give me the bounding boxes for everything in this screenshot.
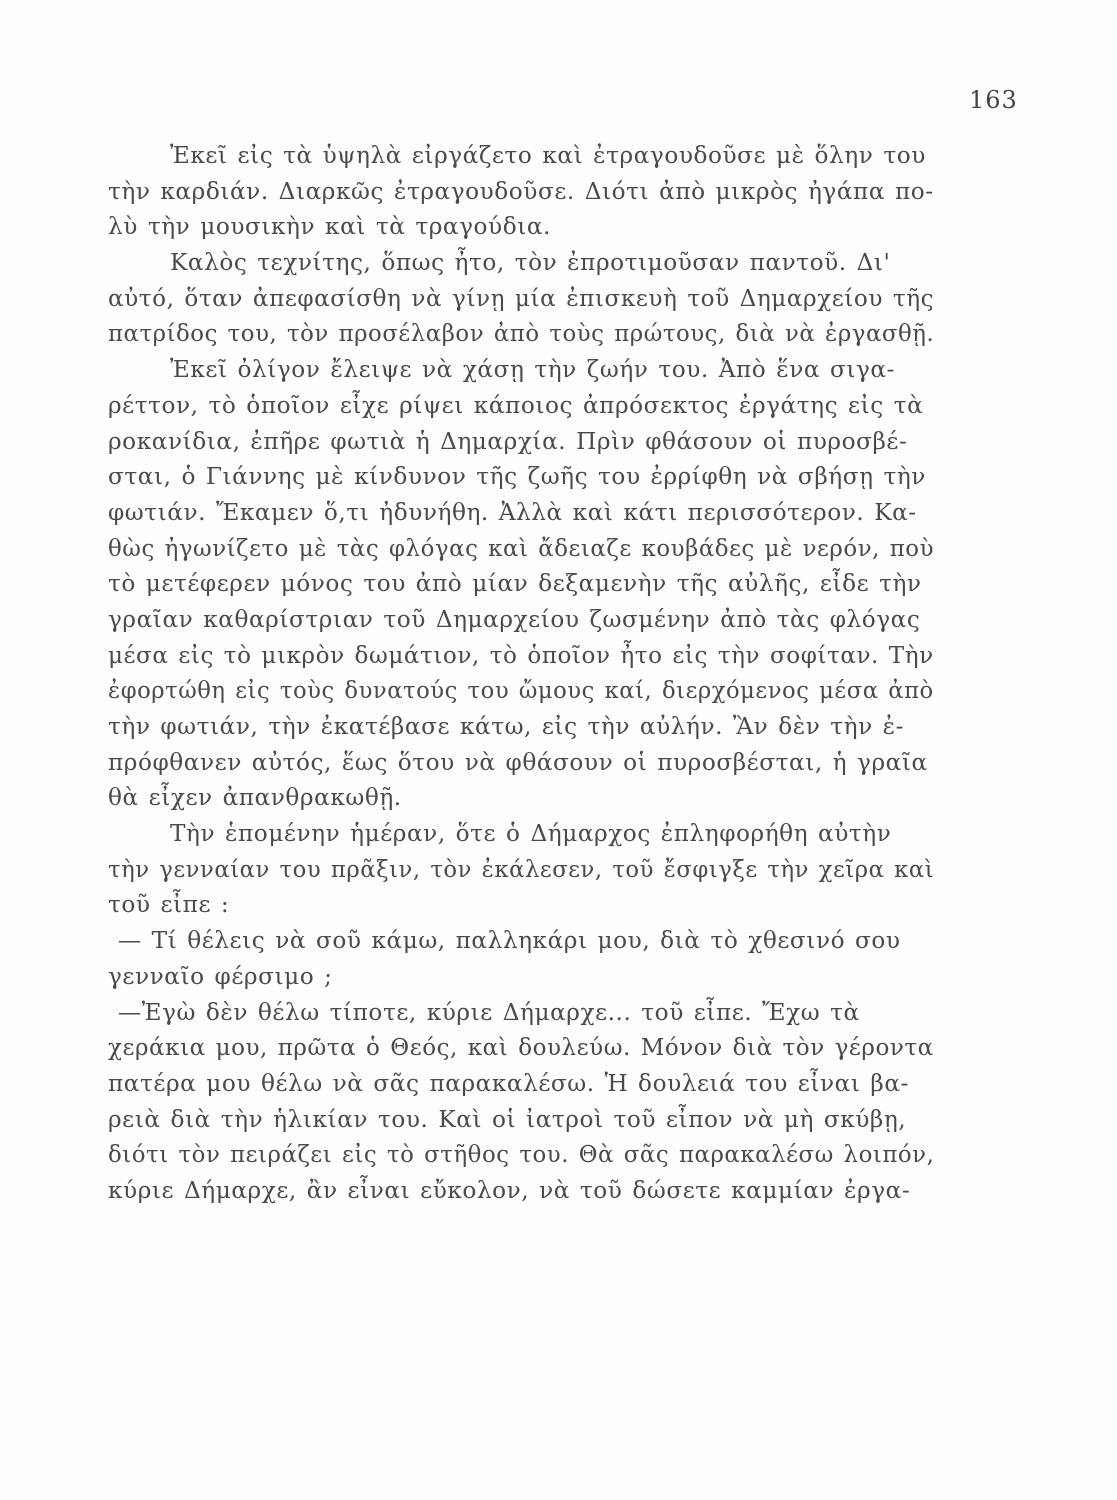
text-line: πρόφθανεν αὐτός, ἕως ὅτου νὰ φθάσουν οἱ πυροσβέσται, ἡ γραῖα bbox=[108, 748, 928, 776]
text-line: τὴν καρδιάν. Διαρκῶς ἐτραγουδοῦσε. Διότι ἀπὸ μικρὸς ἠγάπα πο- bbox=[108, 177, 934, 205]
text-line: —Ἐγὼ δὲν θέλω τίποτε, κύριε Δήμαρχε... τοῦ εἶπε. Ἔχω τὰ bbox=[118, 998, 860, 1026]
text-line: τὸ μετέφερεν μόνος του ἀπὸ μίαν δεξαμενὴν τῆς αὐλῆς, εἶδε τὴν bbox=[108, 570, 922, 598]
text-line: ρειὰ διὰ τὴν ἡλικίαν του. Καὶ οἱ ἰατροὶ τοῦ εἶπον νὰ μὴ σκύβῃ, bbox=[108, 1105, 907, 1133]
text-line: Τὴν ἑπομένην ἡμέραν, ὅτε ὁ Δήμαρχος ἐπληφορήθη αὐτὴν bbox=[170, 820, 892, 848]
text-line: ρέττον, τὸ ὁποῖον εἶχε ρίψει κάποιος ἀπρόσεκτος ἐργάτης εἰς τὰ bbox=[108, 391, 924, 419]
text-line: λὺ τὴν μουσικὴν καὶ τὰ τραγούδια. bbox=[108, 213, 551, 241]
text-line: Καλὸς τεχνίτης, ὅπως ἦτο, τὸν ἐπροτιμοῦσαν παντοῦ. Δι' bbox=[170, 249, 891, 277]
text-line: κύριε Δήμαρχε, ἂν εἶναι εὔκολον, νὰ τοῦ δώσετε καμμίαν ἐργα- bbox=[108, 1176, 911, 1204]
body-text bbox=[108, 138, 934, 1209]
page-number: 163 bbox=[969, 86, 1018, 114]
text-line: ἐφορτώθη εἰς τοὺς δυνατούς του ὤμους καί, διερχόμενος μέσα ἀπὸ bbox=[108, 677, 934, 705]
text-line: μέσα εἰς τὸ μικρὸν δωμάτιον, τὸ ὁποῖον ἦτο εἰς τὴν σοφίταν. Τὴν bbox=[108, 641, 934, 669]
text-line: διότι τὸν πειράζει εἰς τὸ στῆθος του. Θὰ σᾶς παρακαλέσω λοιπόν, bbox=[108, 1141, 935, 1169]
text-line: ροκανίδια, ἐπῆρε φωτιὰ ἡ Δημαρχία. Πρὶν φθάσουν οἱ πυροσβέ- bbox=[108, 427, 908, 455]
text-line: σται, ὁ Γιάννης μὲ κίνδυνον τῆς ζωῆς του ἐρρίφθη νὰ σβήσῃ τὴν bbox=[108, 463, 926, 491]
text-line: Ἐκεῖ ὀλίγον ἔλειψε νὰ χάσῃ τὴν ζωήν του. Ἀπὸ ἕνα σιγα- bbox=[170, 356, 896, 384]
text-line: τὴν γενναίαν του πρᾶξιν, τὸν ἐκάλεσεν, τοῦ ἔσφιγξε τὴν χεῖρα καὶ bbox=[108, 855, 935, 883]
text-line: Ἐκεῖ εἰς τὰ ὑψηλὰ εἰργάζετο καὶ ἐτραγουδοῦσε μὲ ὅλην του bbox=[170, 142, 926, 169]
text-line: — Τί θέλεις νὰ σοῦ κάμω, παλληκάρι μου, διὰ τὸ χθεσινό σου bbox=[118, 927, 901, 955]
text-line: τοῦ εἶπε : bbox=[108, 891, 230, 919]
text-line: πατέρα μου θέλω νὰ σᾶς παρακαλέσω. Ἡ δουλειά του εἶναι βα- bbox=[108, 1069, 909, 1097]
text-line: γραῖαν καθαρίστριαν τοῦ Δημαρχείου ζωσμένην ἀπὸ τὰς φλόγας bbox=[108, 605, 921, 633]
text-line: χεράκια μου, πρῶτα ὁ Θεός, καὶ δουλεύω. Μόνον διὰ τὸν γέροντα bbox=[108, 1034, 934, 1062]
text-line: φωτιάν. Ἔκαμεν ὅ,τι ἠδυνήθη. Ἀλλὰ καὶ κάτι περισσότερον. Κα- bbox=[108, 498, 917, 526]
text-line: τὴν φωτιάν, τὴν ἐκατέβασε κάτω, εἰς τὴν αὐλήν. Ἂν δὲν τὴν ἐ- bbox=[108, 713, 905, 740]
text-line: αὐτό, ὅταν ἀπεφασίσθη νὰ γίνῃ μία ἐπισκευὴ τοῦ Δημαρχείου τῆς bbox=[108, 284, 935, 312]
text-line: θὰ εἶχεν ἀπανθρακωθῇ. bbox=[108, 784, 402, 812]
text-line: πατρίδος του, τὸν προσέλαβον ἀπὸ τοὺς πρώτους, διὰ νὰ ἐργασθῇ. bbox=[108, 320, 935, 348]
text-line: γενναῖο φέρσιμο ; bbox=[108, 962, 333, 990]
text-line: θὼς ἠγωνίζετο μὲ τὰς φλόγας καὶ ἄδειαζε κουβάδες μὲ νερόν, ποὺ bbox=[108, 534, 935, 562]
